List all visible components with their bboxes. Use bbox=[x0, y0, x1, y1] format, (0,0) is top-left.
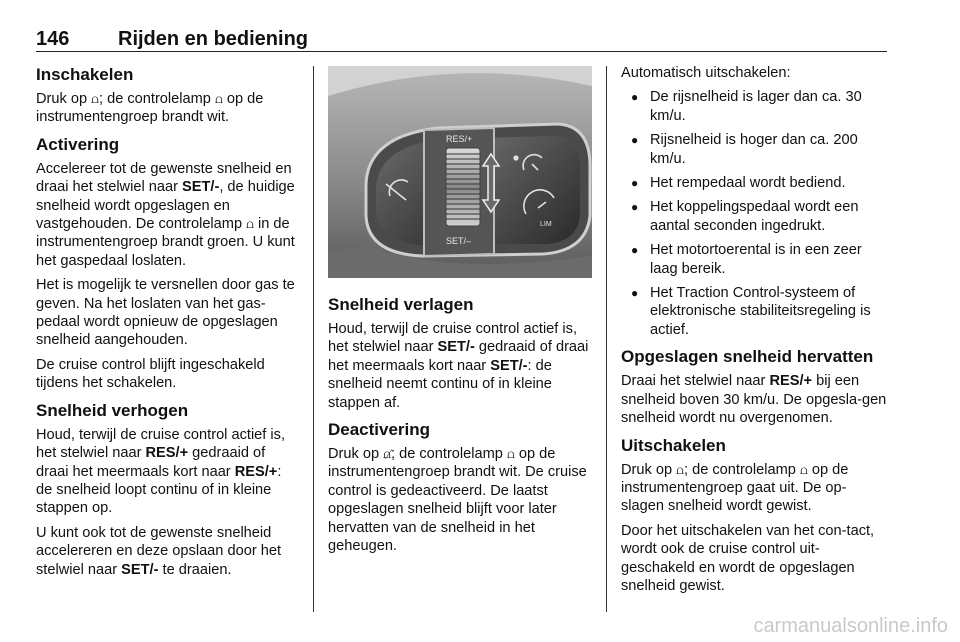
res-plus-label: RES/+ bbox=[446, 134, 473, 144]
page-number: 146 bbox=[36, 28, 70, 50]
heading-uitschakelen: Uitschakelen bbox=[621, 435, 726, 455]
paragraph-hervatten: Draai het stelwiel naar RES/+ bij een snelheid boven 30 km/u. De opgesla-gen snelheid wordt nu overgenomen. bbox=[621, 373, 887, 427]
paragraph-activering-1: Accelereer tot de gewenste snelheid en draai het stelwiel naar SET/-, de huidige snelheid wordt opgeslagen en vastgehouden. De controlelamp ⩍ in de instrumentengroep brandt groen. U kunt het gaspedaal loslaten. bbox=[36, 160, 295, 269]
cruise-control-lamp-icon: ⩍ bbox=[246, 217, 254, 232]
watermark: carmanualsonline.info bbox=[753, 615, 948, 637]
page-title: Rijden en bediening bbox=[118, 28, 309, 50]
column-3 bbox=[621, 64, 889, 601]
column-2 bbox=[328, 294, 592, 561]
column-divider-1 bbox=[313, 66, 314, 612]
page-header bbox=[36, 28, 887, 52]
heading-inschakelen: Inschakelen bbox=[36, 65, 134, 84]
list-item: ● De rijsnelheid is lager dan ca. 30 km/u. bbox=[621, 88, 889, 125]
paragraph-deactivering: Druk op ⩍̸; de controlelamp ⩍ op de instrumentengroep brandt wit. De cruise control is gedeactiveerd. De laatst opgeslagen snelheid blijft voor later hervatten van de snelheid in het geheugen. bbox=[328, 446, 587, 555]
column-divider-2 bbox=[606, 66, 607, 612]
heading-snelheid-verlagen: Snelheid verlagen bbox=[328, 295, 474, 314]
heading-snelheid-verhogen: Snelheid verhogen bbox=[36, 400, 189, 420]
cruise-control-lamp-icon: ⩍ bbox=[214, 92, 223, 106]
list-item: ● Het motortoerental is in een zeer laag bereik. bbox=[621, 241, 889, 278]
list-item: ● Het Traction Control-systeem of elektronische stabiliteitsregeling is actief. bbox=[621, 284, 889, 339]
column-1 bbox=[36, 64, 300, 585]
header-rule bbox=[36, 51, 887, 52]
steering-wheel-svg bbox=[328, 66, 592, 278]
heading-hervatten: Opgeslagen snelheid hervatten bbox=[621, 347, 874, 367]
paragraph-verhogen-1: Houd, terwijl de cruise control actief is, het stelwiel naar RES/+ gedraaid of draai het meermaals kort naar RES/+: de snelheid loopt continu of in kleine stappen op. bbox=[36, 426, 286, 517]
cruise-control-icon: ⩍ bbox=[91, 92, 99, 106]
heading-deactivering: Deactivering bbox=[328, 420, 431, 440]
paragraph-verlagen: Houd, terwijl de cruise control actief is, het stelwiel naar SET/- gedraaid of draai het meermaals kort naar SET/-: de snelheid neemt continu of in kleine stappen af. bbox=[328, 321, 589, 411]
cruise-control-lamp-icon: ⩍ bbox=[799, 462, 808, 477]
paragraph-activering-3: De cruise control blijft ingeschakeld tijdens het schakelen. bbox=[36, 356, 265, 392]
list-item: ● Rijsnelheid is hoger dan ca. 200 km/u. bbox=[621, 131, 889, 168]
paragraph-inschakelen: Druk op ⩍; de controlelamp ⩍ op de instrumentengroep brandt wit. bbox=[36, 91, 264, 126]
steering-wheel-controls-illustration bbox=[328, 66, 592, 278]
paragraph-verhogen-2: U kunt ook tot de gewenste snelheid accelereren en deze opslaan door het stelwiel naar SET/- te draaien. bbox=[36, 524, 282, 578]
auto-off-list bbox=[621, 88, 889, 339]
heading-activering: Activering bbox=[36, 134, 120, 154]
cruise-control-icon: ⩍ bbox=[676, 462, 684, 477]
cruise-off-button-icon: ⩍̸ bbox=[383, 447, 391, 462]
paragraph-automatisch: Automatisch uitschakelen: bbox=[621, 65, 791, 81]
paragraph-uitschakelen-1: Druk op ⩍; de controlelamp ⩍ op de instrumentengroep gaat uit. De op-slagen snelheid wordt gewist. bbox=[621, 461, 849, 515]
list-item: ● Het koppelingspedaal wordt een aantal seconden ingedrukt. bbox=[621, 198, 889, 235]
paragraph-uitschakelen-2: Door het uitschakelen van het con-tact, wordt ook de cruise control uit-geschakeld en wordt de opgeslagen snelheid gewist. bbox=[621, 522, 875, 594]
list-item: ● Het rempedaal wordt bediend. bbox=[621, 174, 889, 192]
cruise-control-lamp-icon: ⩍ bbox=[506, 447, 515, 462]
set-minus-label: SET/– bbox=[446, 236, 472, 246]
paragraph-activering-2: Het is mogelijk te versnellen door gas te geven. Na het loslaten van het gas-pedaal wordt opnieuw de opgeslagen snelheid aangehouden. bbox=[36, 277, 295, 349]
lim-label: LIM bbox=[540, 221, 552, 228]
